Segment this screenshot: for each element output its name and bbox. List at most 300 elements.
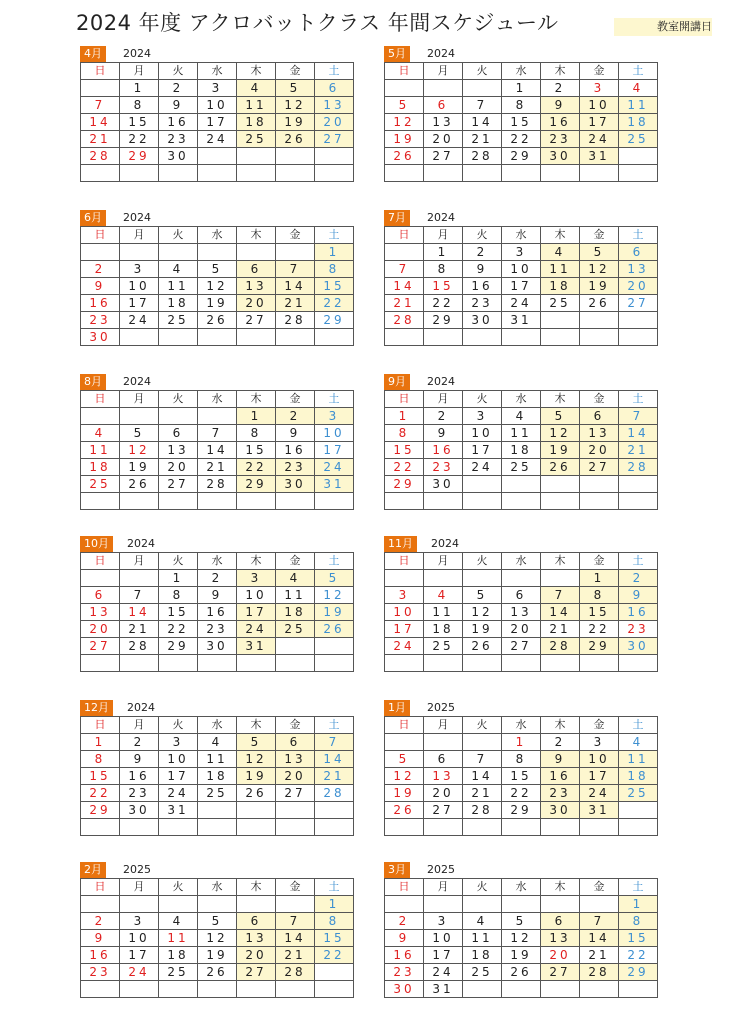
day-cell: 2 — [463, 244, 502, 261]
day-cell — [502, 896, 541, 913]
month-calendar — [384, 374, 656, 510]
day-cell — [198, 819, 237, 836]
day-cell: 23 — [120, 785, 159, 802]
day-cell: 15 — [502, 114, 541, 131]
weekday-cell: 土 — [315, 227, 354, 244]
day-cell: 25 — [276, 621, 315, 638]
day-cell: 18 — [237, 114, 276, 131]
day-cell: 2 — [424, 408, 463, 425]
day-cell: 14 — [580, 930, 619, 947]
day-cell: 1 — [120, 80, 159, 97]
month-year: 2024 — [123, 211, 151, 224]
day-cell: 11 — [237, 97, 276, 114]
day-cell — [159, 819, 198, 836]
day-cell — [81, 570, 120, 587]
day-cell: 12 — [198, 930, 237, 947]
day-cell: 9 — [541, 97, 580, 114]
day-cell: 28 — [276, 964, 315, 981]
day-cell: 16 — [619, 604, 658, 621]
weekday-row — [81, 879, 354, 896]
day-cell — [541, 655, 580, 672]
day-cell — [237, 493, 276, 510]
day-cell: 9 — [463, 261, 502, 278]
day-cell — [159, 981, 198, 998]
day-cell — [120, 408, 159, 425]
day-cell: 18 — [463, 947, 502, 964]
weekday-cell: 金 — [276, 553, 315, 570]
week-row — [385, 621, 658, 638]
day-cell — [198, 244, 237, 261]
day-cell: 22 — [159, 621, 198, 638]
day-cell: 5 — [385, 97, 424, 114]
day-cell — [237, 244, 276, 261]
day-cell: 11 — [463, 930, 502, 947]
day-cell — [502, 476, 541, 493]
day-cell: 18 — [424, 621, 463, 638]
day-cell: 10 — [120, 930, 159, 947]
day-cell: 5 — [120, 425, 159, 442]
day-cell — [315, 638, 354, 655]
day-cell: 29 — [619, 964, 658, 981]
calendar-table — [80, 552, 354, 672]
day-cell: 28 — [120, 638, 159, 655]
day-cell: 18 — [159, 947, 198, 964]
day-cell: 5 — [237, 734, 276, 751]
day-cell: 14 — [619, 425, 658, 442]
day-cell: 19 — [237, 768, 276, 785]
week-row — [385, 638, 658, 655]
day-cell: 5 — [315, 570, 354, 587]
day-cell: 8 — [619, 913, 658, 930]
day-cell — [120, 329, 159, 346]
week-row — [385, 981, 658, 998]
month-calendar — [384, 700, 656, 836]
day-cell — [315, 964, 354, 981]
day-cell — [502, 981, 541, 998]
day-cell: 21 — [541, 621, 580, 638]
day-cell — [385, 819, 424, 836]
day-cell: 1 — [502, 80, 541, 97]
day-cell: 17 — [580, 114, 619, 131]
day-cell — [424, 819, 463, 836]
week-row — [81, 802, 354, 819]
month-calendar — [384, 210, 656, 346]
day-cell: 29 — [385, 476, 424, 493]
weekday-cell: 火 — [463, 879, 502, 896]
weekday-cell: 木 — [237, 553, 276, 570]
weekday-cell: 月 — [120, 63, 159, 80]
day-cell: 15 — [81, 768, 120, 785]
month-header — [384, 210, 656, 226]
day-cell — [580, 896, 619, 913]
weekday-cell: 木 — [237, 879, 276, 896]
day-cell — [580, 329, 619, 346]
day-cell: 26 — [198, 312, 237, 329]
day-cell — [541, 329, 580, 346]
day-cell: 2 — [541, 734, 580, 751]
day-cell: 23 — [159, 131, 198, 148]
day-cell: 26 — [502, 964, 541, 981]
weekday-cell: 木 — [237, 717, 276, 734]
day-cell — [237, 148, 276, 165]
weekday-row — [385, 553, 658, 570]
week-row — [81, 148, 354, 165]
day-cell: 24 — [159, 785, 198, 802]
month-label: 3月 — [384, 862, 410, 878]
day-cell — [276, 493, 315, 510]
day-cell: 16 — [159, 114, 198, 131]
day-cell: 13 — [424, 114, 463, 131]
calendar-table — [384, 878, 658, 998]
day-cell — [276, 329, 315, 346]
day-cell: 26 — [385, 148, 424, 165]
day-cell: 29 — [580, 638, 619, 655]
day-cell: 7 — [463, 751, 502, 768]
weekday-cell: 火 — [463, 391, 502, 408]
day-cell: 21 — [81, 131, 120, 148]
day-cell: 8 — [502, 97, 541, 114]
day-cell: 21 — [463, 131, 502, 148]
day-cell — [424, 734, 463, 751]
day-cell: 14 — [276, 278, 315, 295]
day-cell: 3 — [580, 734, 619, 751]
day-cell: 10 — [580, 97, 619, 114]
day-cell: 24 — [237, 621, 276, 638]
day-cell — [463, 570, 502, 587]
day-cell: 25 — [502, 459, 541, 476]
weekday-cell: 木 — [541, 717, 580, 734]
day-cell — [81, 896, 120, 913]
day-cell: 8 — [81, 751, 120, 768]
day-cell — [120, 896, 159, 913]
day-cell: 7 — [385, 261, 424, 278]
calendar-table — [80, 878, 354, 998]
week-row — [81, 621, 354, 638]
month-label: 4月 — [80, 46, 106, 62]
weekday-cell: 日 — [81, 391, 120, 408]
weekday-cell: 日 — [385, 63, 424, 80]
day-cell: 6 — [619, 244, 658, 261]
day-cell — [315, 655, 354, 672]
day-cell — [463, 819, 502, 836]
day-cell: 3 — [385, 587, 424, 604]
day-cell: 16 — [541, 768, 580, 785]
month-calendar — [80, 862, 352, 998]
day-cell: 17 — [315, 442, 354, 459]
day-cell: 10 — [120, 278, 159, 295]
day-cell: 9 — [276, 425, 315, 442]
day-cell: 30 — [198, 638, 237, 655]
day-cell: 23 — [541, 131, 580, 148]
day-cell: 31 — [424, 981, 463, 998]
day-cell: 12 — [120, 442, 159, 459]
weekday-row — [385, 227, 658, 244]
day-cell — [237, 165, 276, 182]
weekday-cell: 月 — [424, 63, 463, 80]
month-header — [384, 46, 656, 62]
day-cell: 2 — [541, 80, 580, 97]
week-row — [385, 425, 658, 442]
day-cell: 11 — [619, 97, 658, 114]
month-calendar — [80, 700, 352, 836]
month-year: 2025 — [427, 863, 455, 876]
week-row — [385, 261, 658, 278]
month-header — [80, 46, 352, 62]
day-cell: 20 — [424, 131, 463, 148]
day-cell: 13 — [315, 97, 354, 114]
day-cell — [619, 165, 658, 182]
week-row — [81, 570, 354, 587]
weekday-cell: 金 — [580, 553, 619, 570]
day-cell: 13 — [580, 425, 619, 442]
day-cell: 30 — [276, 476, 315, 493]
day-cell: 26 — [463, 638, 502, 655]
day-cell — [237, 655, 276, 672]
day-cell — [276, 819, 315, 836]
day-cell: 28 — [463, 802, 502, 819]
weekday-cell: 月 — [424, 553, 463, 570]
weekday-cell: 日 — [81, 717, 120, 734]
month-calendar — [384, 862, 656, 998]
day-cell — [580, 655, 619, 672]
day-cell: 18 — [541, 278, 580, 295]
day-cell: 13 — [541, 930, 580, 947]
day-cell: 22 — [385, 459, 424, 476]
day-cell: 28 — [315, 785, 354, 802]
day-cell: 27 — [580, 459, 619, 476]
weekday-cell: 日 — [81, 879, 120, 896]
day-cell — [315, 165, 354, 182]
day-cell: 6 — [424, 751, 463, 768]
weekday-cell: 月 — [120, 879, 159, 896]
month-label: 7月 — [384, 210, 410, 226]
day-cell: 24 — [120, 964, 159, 981]
weekday-cell: 土 — [315, 63, 354, 80]
day-cell — [276, 655, 315, 672]
day-cell: 22 — [315, 295, 354, 312]
day-cell — [424, 329, 463, 346]
day-cell: 5 — [463, 587, 502, 604]
month-header — [80, 862, 352, 878]
day-cell: 31 — [502, 312, 541, 329]
day-cell: 4 — [159, 913, 198, 930]
month-header — [384, 374, 656, 390]
day-cell: 3 — [120, 261, 159, 278]
day-cell: 10 — [580, 751, 619, 768]
day-cell: 22 — [237, 459, 276, 476]
day-cell: 26 — [385, 802, 424, 819]
month-label: 9月 — [384, 374, 410, 390]
day-cell: 8 — [424, 261, 463, 278]
day-cell — [580, 476, 619, 493]
week-row — [81, 751, 354, 768]
day-cell — [237, 329, 276, 346]
week-row — [385, 947, 658, 964]
day-cell: 26 — [120, 476, 159, 493]
week-row — [385, 278, 658, 295]
month-calendar — [80, 46, 352, 182]
day-cell: 17 — [159, 768, 198, 785]
weekday-row — [81, 63, 354, 80]
day-cell — [385, 329, 424, 346]
day-cell: 16 — [276, 442, 315, 459]
month-header — [80, 700, 352, 716]
weekday-cell: 月 — [120, 717, 159, 734]
week-row — [385, 244, 658, 261]
weekday-cell: 木 — [237, 63, 276, 80]
day-cell: 18 — [159, 295, 198, 312]
day-cell: 19 — [198, 947, 237, 964]
weekday-cell: 月 — [120, 227, 159, 244]
day-cell — [619, 312, 658, 329]
day-cell — [81, 244, 120, 261]
day-cell: 20 — [502, 621, 541, 638]
day-cell: 3 — [120, 913, 159, 930]
week-row — [81, 165, 354, 182]
day-cell — [159, 493, 198, 510]
weekday-cell: 月 — [120, 553, 159, 570]
week-row — [81, 587, 354, 604]
day-cell — [237, 802, 276, 819]
week-row — [81, 734, 354, 751]
day-cell: 1 — [619, 896, 658, 913]
weekday-cell: 土 — [315, 391, 354, 408]
day-cell: 29 — [315, 312, 354, 329]
calendar-table — [80, 716, 354, 836]
day-cell: 2 — [81, 261, 120, 278]
day-cell — [198, 896, 237, 913]
day-cell: 10 — [502, 261, 541, 278]
weekday-cell: 木 — [237, 391, 276, 408]
week-row — [385, 114, 658, 131]
day-cell — [619, 655, 658, 672]
day-cell — [580, 312, 619, 329]
week-row — [81, 114, 354, 131]
day-cell: 9 — [385, 930, 424, 947]
day-cell: 19 — [463, 621, 502, 638]
day-cell — [385, 80, 424, 97]
weekday-cell: 火 — [159, 879, 198, 896]
week-row — [81, 913, 354, 930]
day-cell: 18 — [276, 604, 315, 621]
day-cell — [502, 655, 541, 672]
week-row — [81, 964, 354, 981]
week-row — [81, 408, 354, 425]
day-cell — [81, 655, 120, 672]
day-cell: 4 — [276, 570, 315, 587]
day-cell: 18 — [198, 768, 237, 785]
day-cell: 8 — [120, 97, 159, 114]
day-cell: 9 — [198, 587, 237, 604]
weekday-cell: 水 — [502, 63, 541, 80]
day-cell: 24 — [120, 312, 159, 329]
day-cell — [315, 148, 354, 165]
day-cell — [276, 896, 315, 913]
day-cell: 14 — [541, 604, 580, 621]
day-cell: 9 — [619, 587, 658, 604]
month-label: 12月 — [80, 700, 113, 716]
weekday-row — [385, 63, 658, 80]
day-cell — [81, 80, 120, 97]
calendar-table — [384, 226, 658, 346]
day-cell — [276, 148, 315, 165]
weekday-row — [385, 717, 658, 734]
day-cell: 11 — [276, 587, 315, 604]
weekday-cell: 水 — [502, 717, 541, 734]
day-cell: 17 — [580, 768, 619, 785]
day-cell: 25 — [463, 964, 502, 981]
day-cell: 1 — [502, 734, 541, 751]
day-cell: 24 — [502, 295, 541, 312]
weekday-cell: 日 — [385, 391, 424, 408]
day-cell — [276, 638, 315, 655]
day-cell: 30 — [541, 148, 580, 165]
day-cell: 6 — [315, 80, 354, 97]
day-cell: 27 — [237, 312, 276, 329]
day-cell: 22 — [502, 785, 541, 802]
day-cell: 15 — [619, 930, 658, 947]
month-label: 6月 — [80, 210, 106, 226]
day-cell: 15 — [502, 768, 541, 785]
day-cell: 1 — [315, 896, 354, 913]
weekday-cell: 木 — [237, 227, 276, 244]
legend-open-day: 教室開講日 — [614, 18, 712, 36]
day-cell: 11 — [619, 751, 658, 768]
day-cell: 4 — [541, 244, 580, 261]
day-cell: 23 — [81, 964, 120, 981]
day-cell: 19 — [385, 131, 424, 148]
month-calendar — [80, 536, 352, 672]
day-cell: 16 — [385, 947, 424, 964]
day-cell: 7 — [276, 261, 315, 278]
week-row — [81, 97, 354, 114]
day-cell — [580, 819, 619, 836]
day-cell: 13 — [502, 604, 541, 621]
day-cell: 5 — [276, 80, 315, 97]
day-cell: 17 — [463, 442, 502, 459]
day-cell — [198, 165, 237, 182]
day-cell: 26 — [580, 295, 619, 312]
day-cell: 19 — [276, 114, 315, 131]
day-cell: 27 — [276, 785, 315, 802]
month-year: 2025 — [427, 701, 455, 714]
weekday-cell: 金 — [580, 227, 619, 244]
day-cell: 29 — [81, 802, 120, 819]
week-row — [385, 751, 658, 768]
week-row — [385, 896, 658, 913]
day-cell — [424, 655, 463, 672]
day-cell — [198, 329, 237, 346]
day-cell: 6 — [159, 425, 198, 442]
weekday-cell: 火 — [159, 227, 198, 244]
month-label: 8月 — [80, 374, 106, 390]
day-cell: 25 — [619, 131, 658, 148]
day-cell: 16 — [541, 114, 580, 131]
day-cell: 20 — [619, 278, 658, 295]
day-cell: 11 — [159, 278, 198, 295]
calendar-table — [384, 390, 658, 510]
month-calendar — [80, 374, 352, 510]
weekday-row — [385, 391, 658, 408]
day-cell: 4 — [619, 80, 658, 97]
day-cell: 27 — [619, 295, 658, 312]
day-cell: 20 — [580, 442, 619, 459]
day-cell: 13 — [424, 768, 463, 785]
day-cell: 19 — [315, 604, 354, 621]
month-calendar — [384, 46, 656, 182]
day-cell — [463, 493, 502, 510]
weekday-cell: 金 — [276, 879, 315, 896]
